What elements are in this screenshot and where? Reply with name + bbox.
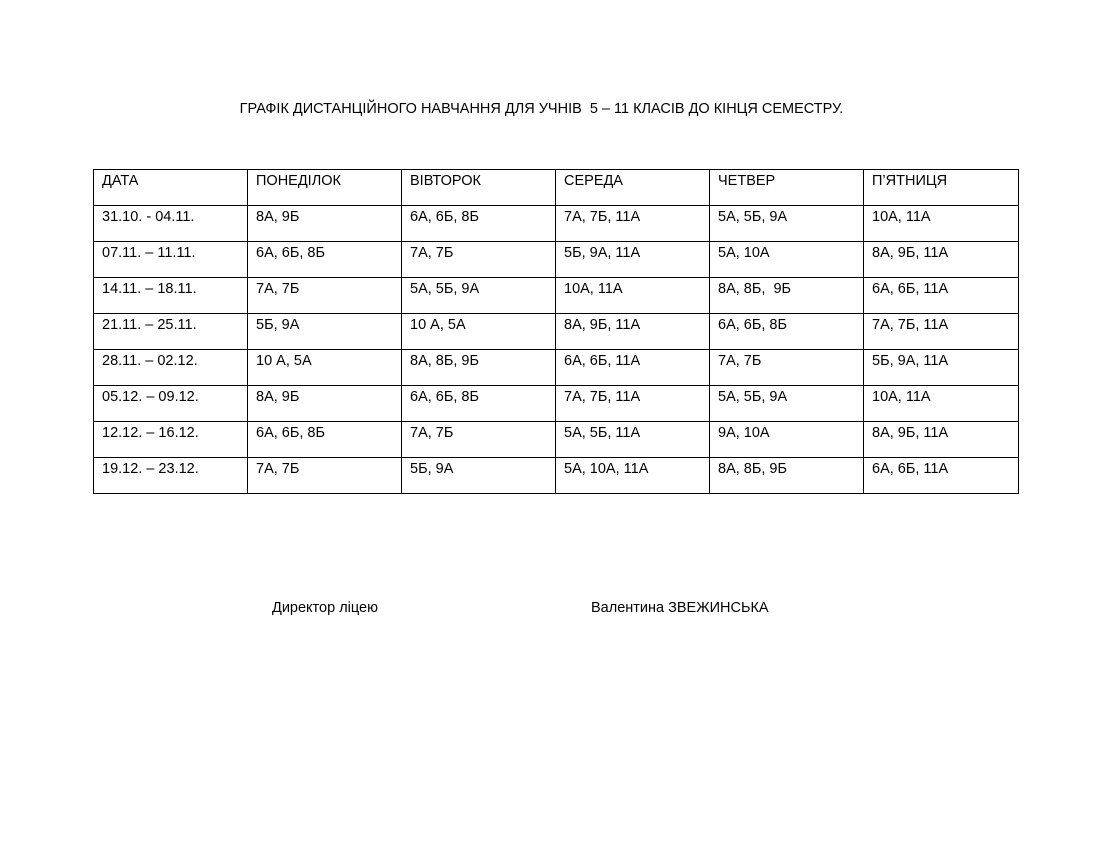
table-cell: 6А, 6Б, 8Б bbox=[248, 422, 402, 458]
table-row bbox=[94, 422, 1019, 458]
table-cell: 6А, 6Б, 8Б bbox=[402, 386, 556, 422]
signature-name: Валентина ЗВЕЖИНСЬКА bbox=[591, 600, 769, 616]
table-cell: 5Б, 9А bbox=[402, 458, 556, 494]
header-cell-wednesday: СЕРЕДА bbox=[556, 170, 710, 206]
date-cell: 07.11. – 11.11. bbox=[94, 242, 248, 278]
table-cell: 10 А, 5А bbox=[248, 350, 402, 386]
header-cell-monday: ПОНЕДІЛОК bbox=[248, 170, 402, 206]
table-cell: 7А, 7Б, 11А bbox=[556, 206, 710, 242]
table-row bbox=[94, 206, 1019, 242]
table-cell: 10А, 11А bbox=[864, 386, 1019, 422]
table-cell: 10А, 11А bbox=[864, 206, 1019, 242]
table-cell: 7А, 7Б bbox=[710, 350, 864, 386]
table-cell: 6А, 6Б, 11А bbox=[556, 350, 710, 386]
date-cell: 28.11. – 02.12. bbox=[94, 350, 248, 386]
table-cell: 8А, 9Б bbox=[248, 206, 402, 242]
table-cell: 5А, 10А, 11А bbox=[556, 458, 710, 494]
table-cell: 8А, 8Б, 9Б bbox=[710, 278, 864, 314]
table-cell: 7А, 7Б, 11А bbox=[864, 314, 1019, 350]
table-cell: 10 А, 5А bbox=[402, 314, 556, 350]
date-cell: 19.12. – 23.12. bbox=[94, 458, 248, 494]
schedule-table-body bbox=[94, 170, 1019, 494]
header-cell-thursday: ЧЕТВЕР bbox=[710, 170, 864, 206]
date-cell: 12.12. – 16.12. bbox=[94, 422, 248, 458]
header-cell-tuesday: ВІВТОРОК bbox=[402, 170, 556, 206]
table-cell: 7А, 7Б bbox=[248, 278, 402, 314]
table-cell: 5А, 10А bbox=[710, 242, 864, 278]
table-cell: 8А, 8Б, 9Б bbox=[402, 350, 556, 386]
table-cell: 9А, 10А bbox=[710, 422, 864, 458]
table-cell: 6А, 6Б, 11А bbox=[864, 278, 1019, 314]
date-cell: 21.11. – 25.11. bbox=[94, 314, 248, 350]
table-cell: 10А, 11А bbox=[556, 278, 710, 314]
table-row bbox=[94, 350, 1019, 386]
document-title: ГРАФІК ДИСТАНЦІЙНОГО НАВЧАННЯ ДЛЯ УЧНІВ 5 – 11 КЛАСІВ ДО КІНЦЯ СЕМЕСТРУ. bbox=[239, 101, 844, 117]
table-row bbox=[94, 386, 1019, 422]
table-row bbox=[94, 242, 1019, 278]
schedule-table bbox=[93, 169, 1019, 494]
table-cell: 8А, 9Б, 11А bbox=[864, 422, 1019, 458]
table-cell: 5А, 5Б, 9А bbox=[710, 386, 864, 422]
table-cell: 8А, 9Б bbox=[248, 386, 402, 422]
table-cell: 6А, 6Б, 8Б bbox=[710, 314, 864, 350]
date-cell: 14.11. – 18.11. bbox=[94, 278, 248, 314]
date-cell: 05.12. – 09.12. bbox=[94, 386, 248, 422]
table-cell: 6А, 6Б, 8Б bbox=[248, 242, 402, 278]
table-row bbox=[94, 314, 1019, 350]
table-cell: 5А, 5Б, 9А bbox=[710, 206, 864, 242]
table-cell: 7А, 7Б bbox=[248, 458, 402, 494]
table-cell: 5Б, 9А bbox=[248, 314, 402, 350]
table-cell: 8А, 9Б, 11А bbox=[556, 314, 710, 350]
table-row bbox=[94, 458, 1019, 494]
table-header-row bbox=[94, 170, 1019, 206]
table-cell: 7А, 7Б bbox=[402, 242, 556, 278]
table-cell: 6А, 6Б, 8Б bbox=[402, 206, 556, 242]
header-cell-date: ДАТА bbox=[94, 170, 248, 206]
table-cell: 5Б, 9А, 11А bbox=[864, 350, 1019, 386]
table-cell: 7А, 7Б, 11А bbox=[556, 386, 710, 422]
table-cell: 6А, 6Б, 11А bbox=[864, 458, 1019, 494]
table-cell: 5А, 5Б, 11А bbox=[556, 422, 710, 458]
table-cell: 8А, 9Б, 11А bbox=[864, 242, 1019, 278]
signature-role: Директор ліцею bbox=[272, 600, 378, 616]
date-cell: 31.10. - 04.11. bbox=[94, 206, 248, 242]
table-cell: 5Б, 9А, 11А bbox=[556, 242, 710, 278]
table-row bbox=[94, 278, 1019, 314]
table-cell: 7А, 7Б bbox=[402, 422, 556, 458]
table-cell: 5А, 5Б, 9А bbox=[402, 278, 556, 314]
table-cell: 8А, 8Б, 9Б bbox=[710, 458, 864, 494]
header-cell-friday: П’ЯТНИЦЯ bbox=[864, 170, 1019, 206]
